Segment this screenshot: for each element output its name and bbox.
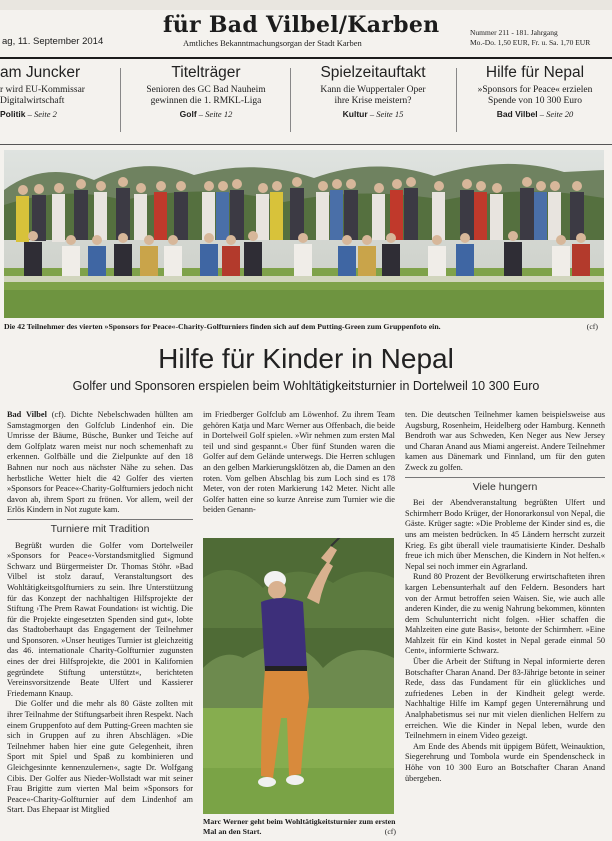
teaser-section: Politik – Seite 2 — [0, 109, 57, 119]
article-paragraph: im Friedberger Golfclub am Löwenhof. Zu ihrem Team gehören Katja und Marc Werner aus Offenbach, die beide in Dortelweil Golf spielen. »Wir nehmen zum ersten Mal teil und sind gespannt.« Über fünf Stunden waren die Golfer auf dem Gelände unterwegs. Die Herren schlugen an den gelben Markierungsklötzen ab, die Damen an den roten. Vom gelben Abschlag bis zum Loch sind es 178 Meter, von der roten Markierung 142 Meter. Nicht alle Golfer hatten eine so kurze Anreise zum Turnier wie die beiden Genann- — [203, 410, 395, 515]
dateline: Bad Vilbel — [7, 410, 47, 419]
article-column-1 — [7, 410, 193, 836]
article-headline: Hilfe für Kinder in Nepal — [158, 343, 454, 374]
teaser-headline: Hilfe für Nepal — [485, 64, 585, 81]
teaser-rule — [0, 144, 612, 145]
masthead-cut-top — [0, 0, 612, 10]
group-photo-caption — [4, 322, 604, 331]
golfer-photo-image — [203, 538, 394, 814]
teaser-divider — [120, 68, 121, 132]
teaser-politics[interactable] — [0, 64, 118, 136]
teaser-headline: am Juncker — [0, 64, 81, 81]
issue-number: Nummer 211 - 181. Jahrgang — [470, 28, 558, 37]
caption-text: Die 42 Teilnehmer des vierten »Sponsors for Peace«-Charity-Golfturniers finden sich auf dem Putting-Green zum Gruppenfoto ein. — [4, 322, 441, 331]
photo-credit: (cf) — [384, 826, 396, 836]
article-paragraph: Bei der Abendveranstaltung begrüßten Ulfert und Schirmherr Bodo Krüger, der Honorarkonsul von Nepal, die Gäste. Krüger sagte: »Die Probleme der Kinder sind es, die uns am meisten bedrücken. In 45 Ländern herrscht zurzeit Krieg. Es gibt überall viele traumatisierte Kinder. Deshalb freue ich mich über Menschen, die Kindern in Not helfen.« Nepal sei noch immer ein Agrarland. — [405, 498, 605, 571]
teaser-text: r wird EU-Kommissar Digitalwirtschaft — [0, 85, 85, 106]
teaser-section: Bad Vilbel – Seite 20 — [496, 109, 574, 119]
photo-credit: (cf) — [586, 322, 598, 331]
teaser-text: »Sponsors for Peace« erzielen Spende von 10 300 Euro — [477, 85, 593, 106]
teaser-text: Kann die Wuppertaler Oper ihre Krise meistern? — [320, 85, 426, 106]
article-paragraph: Rund 80 Prozent der Bevölkerung erwirtschafteten ihren kargen Lebensunterhalt auf den Feldern. Besonders hart von der Armut betroffen seien Waisen. Sie, wie auch alle anderen Kinder, die zu wenig Nahrung bekommen, könnten dem Schulunterricht nicht folgen. »Hier schaffen die Mahlzeiten eine gute Basis«, betonte der Schirmherr. »Eine Mahlzeit für ein Kind kostet in Nepal gerade einmal 50 Cent«, informierte Schwarz. — [405, 572, 605, 656]
section-rule — [7, 519, 193, 520]
official-gazette-line: Amtliches Bekanntmachungsorgan der Stadt Karben — [183, 38, 362, 48]
article-paragraph: Über die Arbeit der Stiftung in Nepal informierte deren Botschafter Charan Anand. Der 83-Jährige betonte in seiner Rede, dass das Fundament für ein glückliches und zufriedenes Leben in der Kindheit gelegt werde. Nachhaltige Hilfe im Kampf gegen Unterernährung und Analphabetismus sei nur mit vielen dienlichen Helfern zu erreichen. Wie die Kinder in Nepal leben, wurde den Teilnehmern in einem Video gezeigt. — [405, 657, 605, 741]
article-paragraph: Begrüßt wurden die Golfer vom Dortelweiler »Sponsors for Peace«-Vorstandsmitglied Sigmund Schwarz und Bürgermeister Dr. Thomas Stöhr. »Bad Vilbel ist stolz darauf, Veranstaltungsort des Wohltätigkeitsgolfturniers zu sein. Ihre Unterstützung für das Konzept der nachhaltigen Hilfsprojekte der Stiftung ›The Prem Rawat Foundation‹ ist wichtig. Die für die Projekte eingesetzten Spenden sind gut«, lobte das Stadtoberhaupt das Engagement der Teilnehmer und Sponsoren. »Unser heutiges Turnier ist gleichzeitig das 46. internationale Charity-Golfturnier zugunsten eines der drei Hilfsprojekte, die 2001 in Kalifornien gegründete Stiftung unterstützt«, berichteten Vereinsvorsitzende Beate Ulfert und Kassierer Friedemann Knaup. — [7, 540, 193, 698]
article-column-3 — [405, 410, 605, 838]
teaser-golf[interactable] — [124, 64, 288, 136]
article-lead-paragraph: Bad Vilbel (cf). Dichte Nebelschwaden hüllten am Samstagmorgen den Golfclub Lindenhof ein. Die Umrisse der Bäume, Büsche, Bunker und Teiche auf dem Golfplatz waren meist nur noch schemenhaft zu erkennen. Golfbälle und die Zielpunkte auf den 18 Bahnen nur noch aus nächster Nähe zu sehen. Das herbstliche Wetter hielt die 42 Golfer des vierten »Sponsors for Peace«-Charity-Golfturniers jedoch nicht davon ab, ihrem Sport zu frönen. Vor allem, weil der Erlös Kindern in Not zugute kam. — [7, 410, 193, 515]
article-paragraph: Die Golfer und die mehr als 80 Gäste zollten mit ihrer Teilnahme der Stiftungsarbeit ihren Respekt. Nach einem Gruppenfoto auf dem Putting-Green machten sie sich in Gruppen auf zu ihren Abschlägen. »Die Teilnehmer haben hier eine gute Gelegenheit, ihren Sport mit Spiel und Spaß zu kombinieren und Gleichgesinnte kennenzulernen«, sagte Dr. Wolfgang Cibis. Der Golfer aus Nieder-Wollstadt war mit seiner Frau Brigitte zum vierten Mal beim »Sponsors for Peace«-Charity-Golfturnier auf dem Lindenhof am Start. Das Ehepaar ist Mitglied — [7, 699, 193, 815]
teaser-bar — [0, 64, 612, 140]
section-rule — [405, 477, 605, 478]
teaser-divider — [456, 68, 457, 132]
teaser-text: Senioren des GC Bad Nauheim gewinnen die 1. RMKL-Liga — [146, 85, 266, 106]
article-column-2 — [203, 410, 395, 534]
teaser-culture[interactable] — [292, 64, 454, 136]
article-subhead: Golfer und Sponsoren erspielen beim Wohltätigkeitsturnier in Dortelweil 10 300 Euro — [72, 379, 540, 393]
group-photo — [4, 150, 604, 318]
article-paragraph: ten. Die deutschen Teilnehmer kamen beispielsweise aus Augsburg, Rosenheim, Heidelberg oder Hamburg. Kenneth Bendroth war aus Schweden, Ken Neger aus New Jersey und Charan Anand aus Miami angereist. Andere Teilnehmer kamen aus Dänemark und Finnland, um für den guten Zweck zu golfen. — [405, 410, 605, 472]
masthead-rule — [0, 57, 612, 59]
issue-info — [470, 28, 610, 48]
people-back-row — [16, 188, 584, 242]
golfer-photo-caption — [203, 817, 398, 836]
publication-date: ag, 11. September 2014 — [2, 36, 104, 47]
issue-price: Mo.-Do. 1,50 EUR, Fr. u. Sa. 1,70 EUR — [470, 38, 591, 47]
paper-name: für Bad Vilbel/Karben — [163, 12, 440, 38]
section-heading-tradition: Turniere mit Tradition — [50, 522, 150, 535]
caption-text: Marc Werner geht beim Wohltätigkeitsturnier zum ersten Mal an den Start. — [203, 817, 396, 836]
teaser-headline: Titelträger — [171, 64, 241, 81]
teaser-section: Kultur – Seite 15 — [342, 109, 404, 119]
golfer-photo — [203, 538, 394, 814]
teaser-divider — [290, 68, 291, 132]
teaser-section: Golf – Seite 12 — [179, 109, 233, 119]
teaser-bad-vilbel[interactable] — [460, 64, 610, 136]
group-photo-image — [4, 150, 604, 318]
teaser-headline: Spielzeitauftakt — [320, 64, 426, 81]
article-paragraph: Am Ende des Abends mit üppigem Büfett, Weinauktion, Siegerehrung und Tombola wurde ein Spendenscheck in Höhe von 10 300 Euro an Botschafter Charan Anand übergeben. — [405, 741, 605, 783]
section-heading-hunger: Viele hungern — [472, 480, 538, 493]
